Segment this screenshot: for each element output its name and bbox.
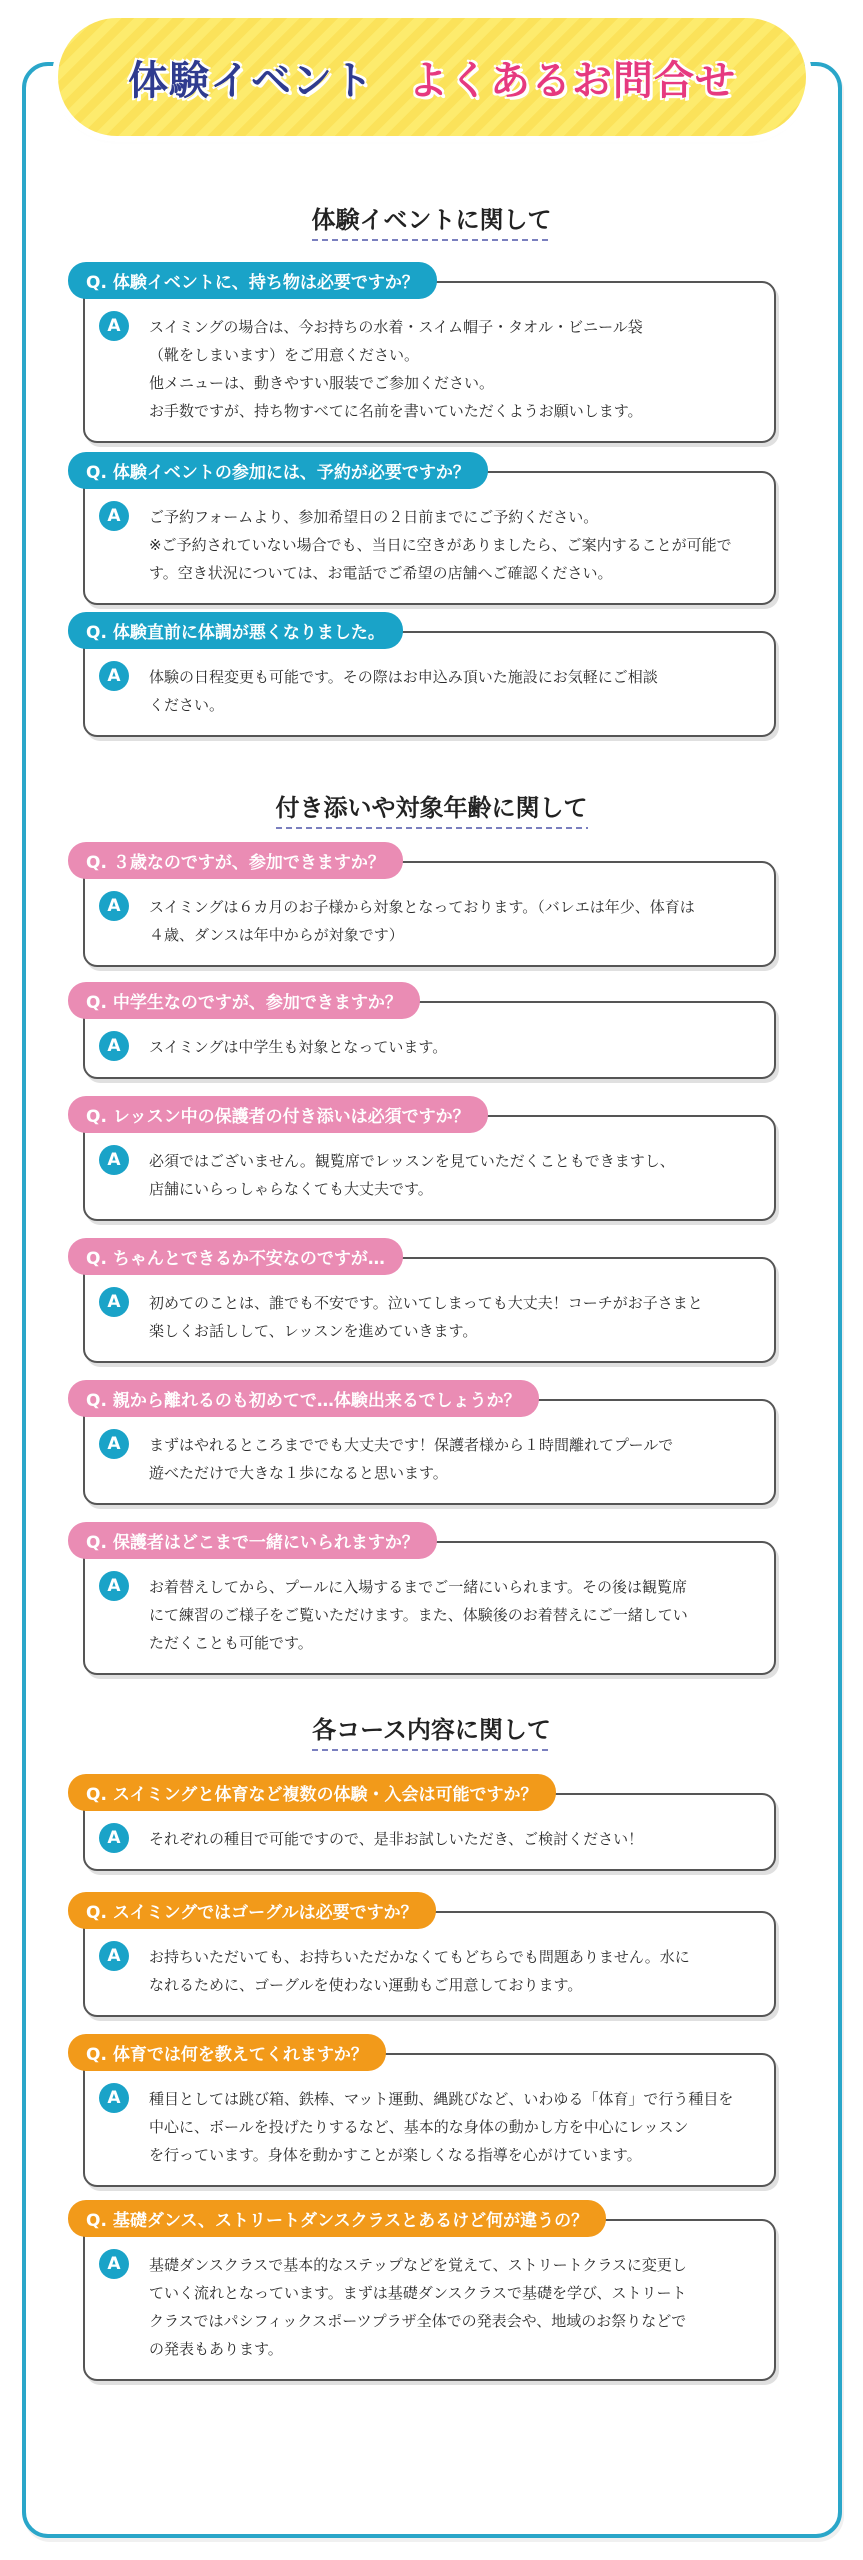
- answer-box: A 必須ではございません。観覧席でレッスンを見ていただくこともできますし、 店舗にいらっしゃらなくても大丈夫です。: [83, 1115, 776, 1221]
- answer-badge-icon: A: [99, 1429, 129, 1459]
- faq-item: [68, 1096, 776, 1221]
- answer-box: A 種目としては跳び箱、鉄棒、マット運動、縄跳びなど、いわゆる「体育」で行う種目を 中心に、ボールを投げたりするなど、基本的な身体の動かし方を中心にレッスン を行っています。身体を動かすことが楽しくなる指導を心がけています。: [83, 2053, 776, 2187]
- header-banner: [58, 18, 806, 136]
- answer-badge-icon: A: [99, 2083, 129, 2113]
- question-label: Q. ３歳なのですが、参加できますか？: [68, 842, 403, 879]
- answer-badge-icon: A: [99, 501, 129, 531]
- faq-item: [68, 262, 776, 443]
- banner-title-faq: よくあるお問合せ: [408, 57, 736, 104]
- question-label: Q. 体験直前に体調が悪くなりました。: [68, 612, 403, 649]
- question-label: Q. 親から離れるのも初めてで…体験出来るでしょうか？: [68, 1380, 539, 1417]
- answer-badge-icon: A: [99, 311, 129, 341]
- answer-box: A 初めてのことは、誰でも不安です。泣いてしまっても大丈夫！コーチがお子さまと 楽しくお話しして、レッスンを進めていきます。: [83, 1257, 776, 1363]
- question-label: Q. スイミングと体育など複数の体験・入会は可能ですか？: [68, 1774, 556, 1811]
- answer-badge-icon: A: [99, 1571, 129, 1601]
- question-label: Q. 体験イベントの参加には、予約が必要ですか？: [68, 452, 488, 489]
- question-label: Q. スイミングではゴーグルは必要ですか？: [68, 1892, 436, 1929]
- section-title-courses: 各コース内容に関して: [0, 1710, 863, 1751]
- answer-box: A 基礎ダンスクラスで基本的なステップなどを覚えて、ストリートクラスに変更し ていく流れとなっています。まずは基礎ダンスクラスで基礎を学び、ストリート クラスではパシフィックスポーツプラザ全体での発表会や、地域のお祭りなどで の発表もあります。: [83, 2219, 776, 2381]
- answer-badge-icon: A: [99, 1287, 129, 1317]
- question-label: Q. レッスン中の保護者の付き添いは必須ですか？: [68, 1096, 488, 1133]
- answer-box: A それぞれの種目で可能ですので、是非お試しいただき、ご検討ください！: [83, 1793, 776, 1871]
- answer-badge-icon: A: [99, 1031, 129, 1061]
- answer-badge-icon: A: [99, 1941, 129, 1971]
- answer-box: A スイミングの場合は、今お持ちの水着・スイム帽子・タオル・ビニール袋 （靴をしまいます）をご用意ください。 他メニューは、動きやすい服装でご参加ください。 お手数ですが、持ち物すべてに名前を書いていただくようお願いします。: [83, 281, 776, 443]
- banner-title-trial-event: 体験イベント: [128, 57, 374, 104]
- section-title-age-attendance: 付き添いや対象年齢に関して: [0, 788, 863, 829]
- faq-item: [68, 2200, 776, 2381]
- faq-item: [68, 1380, 776, 1505]
- question-label: Q. 基礎ダンス、ストリートダンスクラスとあるけど何が違うの？: [68, 2200, 606, 2237]
- section-title-trial-event: 体験イベントに関して: [0, 200, 863, 241]
- answer-box: A お着替えしてから、プールに入場するまでご一緒にいられます。その後は観覧席 にて練習のご様子をご覧いただけます。また、体験後のお着替えにご一緒してい ただくことも可能です。: [83, 1541, 776, 1675]
- answer-box: A まずはやれるところまででも大丈夫です！保護者様から１時間離れてプールで 遊べただけで大きな１歩になると思います。: [83, 1399, 776, 1505]
- answer-badge-icon: A: [99, 661, 129, 691]
- question-label: Q. 保護者はどこまで一緒にいられますか？: [68, 1522, 437, 1559]
- faq-item: [68, 1238, 776, 1363]
- answer-badge-icon: A: [99, 1145, 129, 1175]
- question-label: Q. 体育では何を教えてくれますか？: [68, 2034, 386, 2071]
- answer-badge-icon: A: [99, 1823, 129, 1853]
- faq-item: [68, 612, 776, 737]
- answer-box: A スイミングは中学生も対象となっています。: [83, 1001, 776, 1079]
- faq-item: [68, 1522, 776, 1675]
- faq-item: [68, 2034, 776, 2187]
- answer-box: A スイミングは６カ月のお子様から対象となっております。（バレエは年少、体育は ４歳、ダンスは年中からが対象です）: [83, 861, 776, 967]
- question-label: Q. ちゃんとできるか不安なのですが…: [68, 1238, 403, 1275]
- answer-box: A お持ちいただいても、お持ちいただかなくてもどちらでも問題ありません。水に なれるために、ゴーグルを使わない運動もご用意しております。: [83, 1911, 776, 2017]
- answer-box: A ご予約フォームより、参加希望日の２日前までにご予約ください。 ※ご予約されていない場合でも、当日に空きがありましたら、ご案内することが可能で す。空き状況については、お電話でご希望の店舗へご確認ください。: [83, 471, 776, 605]
- faq-item: [68, 842, 776, 967]
- faq-item: [68, 1892, 776, 2017]
- faq-item: [68, 1774, 776, 1871]
- answer-badge-icon: A: [99, 891, 129, 921]
- faq-item: [68, 452, 776, 605]
- question-label: Q. 体験イベントに、持ち物は必要ですか？: [68, 262, 437, 299]
- answer-box: A 体験の日程変更も可能です。その際はお申込み頂いた施設にお気軽にご相談 ください。: [83, 631, 776, 737]
- faq-item: [68, 982, 776, 1079]
- answer-badge-icon: A: [99, 2249, 129, 2279]
- question-label: Q. 中学生なのですが、参加できますか？: [68, 982, 420, 1019]
